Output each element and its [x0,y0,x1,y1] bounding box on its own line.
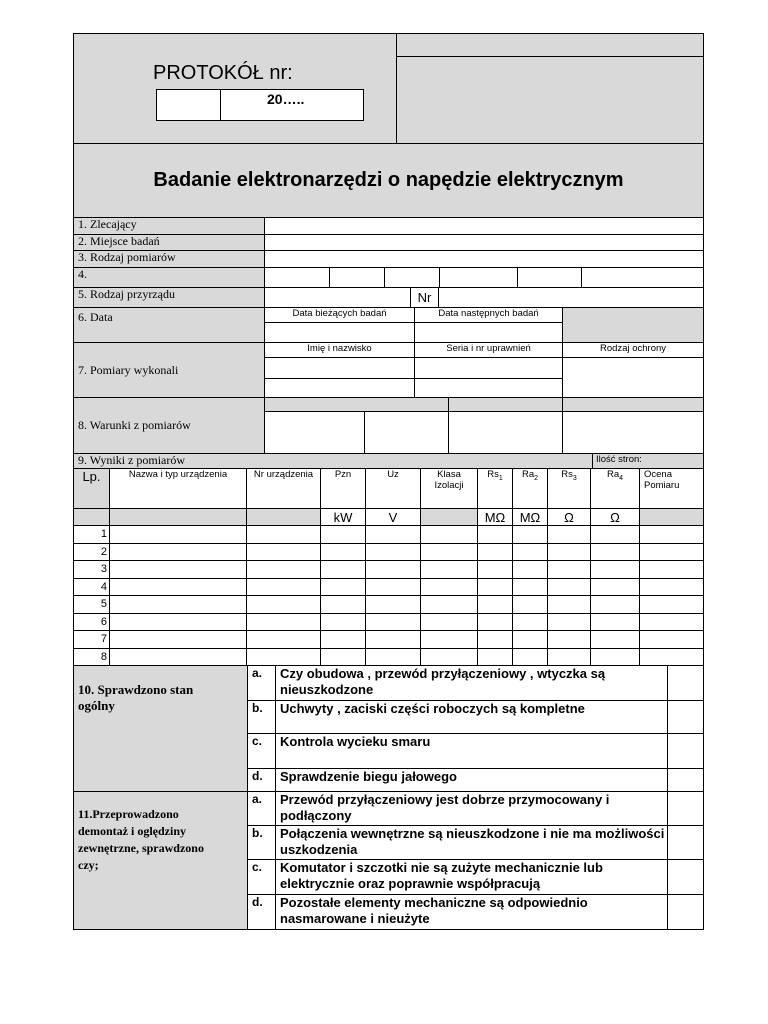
unit-ra2: MΩ [513,509,548,526]
table-cell[interactable] [247,543,321,561]
field-2-label: 2. Miejsce badań [74,235,265,251]
unit-lp [74,509,110,526]
table-row [74,543,704,561]
field-7-protection-input[interactable] [563,358,704,398]
field-9-label: 9. Wyniki z pomiarów [74,454,593,469]
table-cell[interactable] [640,543,704,561]
section-10-a-key: a. [248,666,276,701]
row-number: 4 [74,578,110,596]
table-cell[interactable] [421,526,478,544]
field-5-label: 5. Rodzaj przyrządu [74,288,265,308]
table-cell[interactable] [548,648,591,666]
table-cell[interactable] [247,561,321,579]
section-11-a-key: a. [248,792,276,826]
field-5-table [73,287,704,308]
row-number: 3 [74,561,110,579]
table-cell[interactable] [548,543,591,561]
table-cell[interactable] [110,596,247,614]
table-cell[interactable] [640,613,704,631]
table-cell[interactable] [421,631,478,649]
table-cell[interactable] [321,526,366,544]
results-unit-row [74,509,704,526]
field-6-label: 6. Data [74,308,265,343]
fields-6-8-table [73,307,704,454]
field-8-header-3 [563,398,704,412]
table-cell[interactable] [366,561,421,579]
table-cell[interactable] [366,526,421,544]
table-cell[interactable] [321,648,366,666]
table-cell[interactable] [321,596,366,614]
col-rs3: $Rs_3$ [548,469,591,509]
table-cell[interactable] [321,543,366,561]
field-7-series-input-2[interactable] [415,379,563,398]
table-cell[interactable] [640,561,704,579]
table-row [74,526,704,544]
section-10-a-text: Czy obudowa , przewód przyłączeniowy , wtyczka są nieuszkodzone [276,666,668,701]
table-cell[interactable] [591,543,640,561]
header-right-top [397,34,704,57]
table-cell[interactable] [421,613,478,631]
table-cell[interactable] [478,648,513,666]
table-cell[interactable] [478,596,513,614]
unit-insulation [421,509,478,526]
field-6-current-label: Data bieżących badań [265,308,415,323]
field-8-header-2 [449,398,563,412]
section-10-b-text: Uchwyty , zaciski części roboczych są kompletne [276,701,668,734]
table-cell[interactable] [421,596,478,614]
table-cell[interactable] [513,561,548,579]
protocol-year-input[interactable] [221,90,364,121]
section-11-b-text: Połączenia wewnętrzne są nieuszkodzone i nie ma możliwości uszkodzenia [276,826,668,860]
section-11-table [73,791,704,930]
table-cell[interactable] [478,543,513,561]
table-cell[interactable] [591,648,640,666]
section-10-c-check[interactable] [668,734,704,769]
unit-uz: V [366,509,421,526]
table-cell[interactable] [591,596,640,614]
unit-pzn: kW [321,509,366,526]
section-11-d-check[interactable] [668,895,704,930]
table-cell[interactable] [591,613,640,631]
section-11-a-check[interactable] [668,792,704,826]
protocol-number-input[interactable] [157,90,221,121]
field-9-table [73,453,704,469]
table-cell[interactable] [548,561,591,579]
section-11-b-key: b. [248,826,276,860]
section-11-a-text: Przewód przyłączeniowy jest dobrze przymocowany i podłączony [276,792,668,826]
section-11-c-check[interactable] [668,860,704,895]
table-row [74,631,704,649]
table-cell[interactable] [366,648,421,666]
field-4-cell-5[interactable] [518,268,582,288]
field-1-input[interactable] [265,218,704,235]
table-cell[interactable] [513,596,548,614]
table-row [74,613,704,631]
table-cell[interactable] [591,578,640,596]
section-11-d-key: d. [248,895,276,930]
results-body [74,526,704,666]
unit-rating [640,509,704,526]
col-name: Nazwa i typ urządzenia [110,469,247,509]
field-7-name-label: Imię i nazwisko [265,343,415,358]
col-rating: Ocena Pomiaru [640,469,704,509]
table-cell[interactable] [421,543,478,561]
table-cell[interactable] [247,578,321,596]
row-number: 6 [74,613,110,631]
table-cell[interactable] [640,526,704,544]
field-8-input-4[interactable] [563,412,704,454]
table-cell[interactable] [640,631,704,649]
row-number: 8 [74,648,110,666]
table-cell[interactable] [366,578,421,596]
field-3-label: 3. Rodzaj pomiarów [74,251,265,268]
protocol-form [73,33,703,930]
table-cell[interactable] [513,613,548,631]
field-6-blank [563,308,704,343]
table-cell[interactable] [247,596,321,614]
results-table [73,468,704,666]
table-cell[interactable] [478,578,513,596]
row-number: 1 [74,526,110,544]
section-11-c-key: c. [248,860,276,895]
field-7-series-input-1[interactable] [415,358,563,379]
table-cell[interactable] [478,631,513,649]
field-9-pages-cell [593,454,704,469]
table-row [74,596,704,614]
col-rs1: $Rs_1$ [478,469,513,509]
page-title: Badanie elektronarzędzi o napędzie elektrycznym [153,169,624,191]
col-lp: Lp. [74,469,110,509]
unit-name [110,509,247,526]
section-10-b-key: b. [248,701,276,734]
results-header-row [74,469,704,509]
table-cell[interactable] [421,578,478,596]
table-cell[interactable] [421,648,478,666]
field-5-nr-input[interactable] [439,288,704,308]
field-7-series-label: Seria i nr uprawnień [415,343,563,358]
table-cell[interactable] [548,613,591,631]
table-cell[interactable] [321,561,366,579]
field-8-header-1 [265,398,449,412]
field-1-label: 1. Zlecający [74,218,265,235]
table-row [74,561,704,579]
table-cell[interactable] [247,526,321,544]
table-cell[interactable] [110,631,247,649]
table-cell[interactable] [110,526,247,544]
field-7-protection-label: Rodzaj ochrony [563,343,704,358]
protocol-box [74,34,397,144]
section-10-b-check[interactable] [668,701,704,734]
table-cell[interactable] [591,561,640,579]
col-ra4: $Ra_4$ [591,469,640,509]
section-10-title: 10. Sprawdzono stan ogólny [74,666,248,792]
field-6-current-input[interactable] [265,323,415,343]
protocol-number-table [156,89,364,121]
row-number: 5 [74,596,110,614]
table-cell[interactable] [513,526,548,544]
table-row [74,578,704,596]
table-cell[interactable] [640,648,704,666]
table-cell[interactable] [548,631,591,649]
table-cell[interactable] [513,648,548,666]
protocol-year-value: 20….. [267,91,305,107]
protocol-label: PROTOKÓŁ nr: [153,62,293,84]
field-7-name-input-2[interactable] [265,379,415,398]
section-10-table [73,665,704,792]
table-cell[interactable] [478,561,513,579]
field-5-nr-label: Nr [411,288,439,308]
section-11-b-check[interactable] [668,826,704,860]
table-cell[interactable] [110,578,247,596]
field-4-cell-2[interactable] [330,268,385,288]
table-cell[interactable] [321,578,366,596]
table-cell[interactable] [110,648,247,666]
section-10-c-text: Kontrola wycieku smaru [276,734,668,769]
field-9-pages-label: Ilość stron: [596,454,642,465]
header-table [73,33,704,218]
col-pzn: Pzn [321,469,366,509]
field-6-next-input[interactable] [415,323,563,343]
field-6-next-label: Data następnych badań [415,308,563,323]
table-cell[interactable] [366,596,421,614]
table-cell[interactable] [366,631,421,649]
table-cell[interactable] [513,543,548,561]
row-number: 2 [74,543,110,561]
table-cell[interactable] [247,631,321,649]
title-cell [74,144,704,218]
table-cell[interactable] [321,613,366,631]
fields-table [73,217,704,288]
header-right-box [397,57,704,144]
field-7-name-input-1[interactable] [265,358,415,379]
table-cell[interactable] [321,631,366,649]
table-cell[interactable] [247,648,321,666]
field-7-label: 7. Pomiary wykonali [74,343,265,398]
col-ra2: $Ra_2$ [513,469,548,509]
table-cell[interactable] [366,613,421,631]
field-8-input-3[interactable] [449,412,563,454]
field-5-input[interactable] [265,288,411,308]
section-11-c-text: Komutator i szczotki nie są zużyte mechanicznie lub elektrycznie oraz poprawnie współpracują [276,860,668,895]
field-4-cell-6[interactable] [582,268,704,288]
section-11-title: 11.Przeprowadzono demontaż i oględziny zewnętrzne, sprawdzono czy; [74,792,248,930]
section-11-d-text: Pozostałe elementy mechaniczne są odpowiednio nasmarowane i nieużyte [276,895,668,930]
section-10-d-key: d. [248,769,276,792]
unit-device-nr [247,509,321,526]
section-10-d-check[interactable] [668,769,704,792]
table-cell[interactable] [110,613,247,631]
unit-ra4: Ω [591,509,640,526]
table-cell[interactable] [478,613,513,631]
field-4-cell-1[interactable] [265,268,330,288]
field-3-input[interactable] [265,251,704,268]
table-cell[interactable] [478,526,513,544]
field-4-cell-4[interactable] [440,268,518,288]
field-8-input-2[interactable] [365,412,449,454]
col-uz: Uz [366,469,421,509]
field-8-label: 8. Warunki z pomiarów [74,398,265,454]
table-cell[interactable] [421,561,478,579]
row-number: 7 [74,631,110,649]
table-cell[interactable] [247,613,321,631]
table-cell[interactable] [110,543,247,561]
col-insulation: Klasa Izolacji [421,469,478,509]
field-2-input[interactable] [265,235,704,251]
table-cell[interactable] [591,631,640,649]
field-8-input-1[interactable] [265,412,365,454]
section-10-c-key: c. [248,734,276,769]
table-cell[interactable] [548,526,591,544]
field-4-label: 4. [74,268,265,288]
section-10-a-check[interactable] [668,666,704,701]
unit-rs3: Ω [548,509,591,526]
table-cell[interactable] [640,578,704,596]
table-cell[interactable] [548,596,591,614]
col-device-nr: Nr urządzenia [247,469,321,509]
section-10-d-text: Sprawdzenie biegu jałowego [276,769,668,792]
table-cell[interactable] [640,596,704,614]
table-row [74,648,704,666]
field-4-cell-3[interactable] [385,268,440,288]
table-cell[interactable] [513,578,548,596]
unit-rs1: MΩ [478,509,513,526]
table-cell[interactable] [513,631,548,649]
table-cell[interactable] [548,578,591,596]
table-cell[interactable] [366,543,421,561]
table-cell[interactable] [110,561,247,579]
table-cell[interactable] [591,526,640,544]
